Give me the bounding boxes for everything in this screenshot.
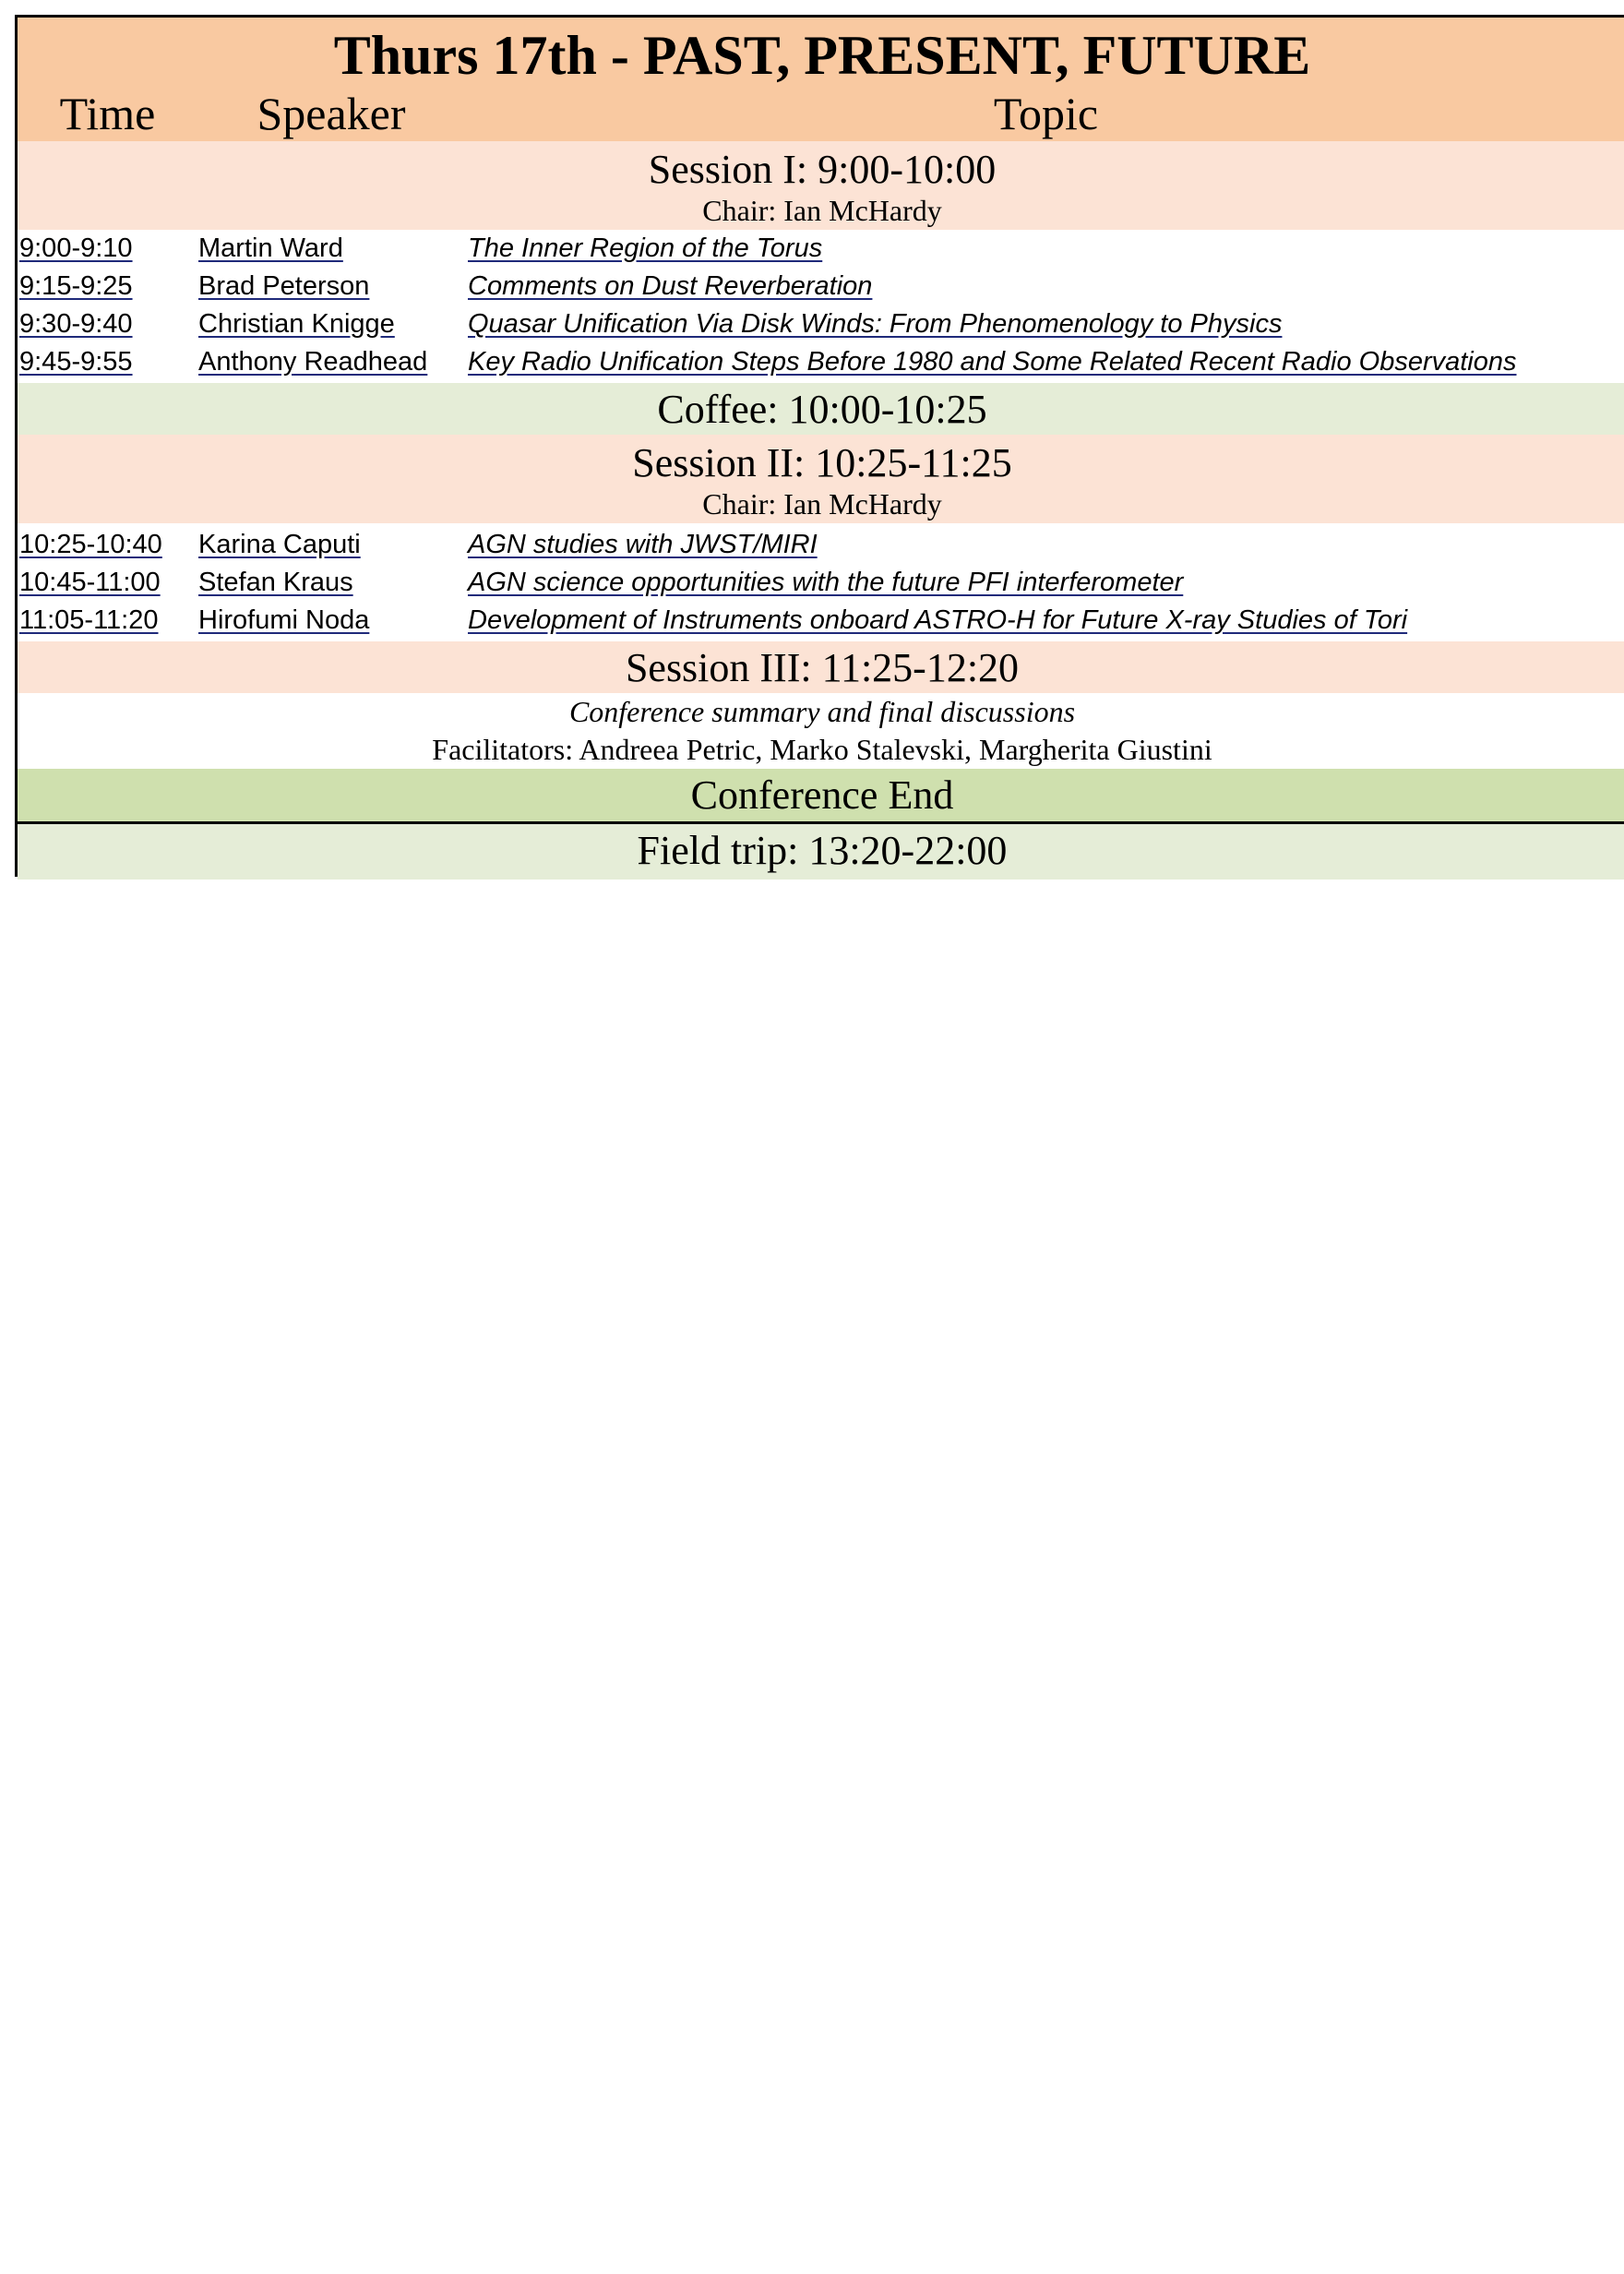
session-1-header — [18, 141, 1624, 230]
session-3-facilitators: Facilitators: Andreea Petric, Marko Stalevski, Margherita Giustini — [432, 733, 1212, 766]
session-1-title: Session I: 9:00-10:00 — [648, 147, 997, 192]
conference-end-label: Conference End — [690, 772, 954, 818]
table-row — [18, 526, 1624, 564]
session-1-chair: Chair: Ian McHardy — [702, 194, 942, 227]
coffee-break-label: Coffee: 10:00-10:25 — [657, 387, 987, 432]
column-header-time: Time — [59, 88, 156, 139]
talk-topic[interactable]: Quasar Unification Via Disk Winds: From Phenomenology to Physics — [468, 309, 1283, 339]
talk-topic[interactable]: AGN studies with JWST/MIRI — [468, 530, 818, 559]
talk-speaker[interactable]: Stefan Kraus — [198, 568, 353, 597]
talk-time[interactable]: 10:25-10:40 — [19, 530, 162, 559]
conference-end-row — [18, 769, 1624, 824]
talk-time[interactable]: 9:45-9:55 — [19, 347, 133, 377]
talk-time[interactable]: 11:05-11:20 — [19, 605, 159, 635]
talk-topic[interactable]: Comments on Dust Reverberation — [468, 271, 873, 301]
talk-topic[interactable]: Development of Instruments onboard ASTRO-H for Future X-ray Studies of Tori — [468, 605, 1408, 635]
talk-topic[interactable]: Key Radio Unification Steps Before 1980 and Some Related Recent Radio Observations — [468, 347, 1517, 377]
coffee-break-row — [18, 383, 1624, 435]
page-title: Thurs 17th - PAST, PRESENT, FUTURE — [333, 25, 1311, 86]
talk-time[interactable]: 9:15-9:25 — [19, 271, 133, 301]
talk-time[interactable]: 10:45-11:00 — [19, 568, 161, 597]
talk-topic[interactable]: AGN science opportunities with the future PFI interferometer — [468, 568, 1184, 597]
talk-speaker[interactable]: Hirofumi Noda — [198, 605, 370, 635]
session-3-header — [18, 641, 1624, 693]
talk-topic[interactable]: The Inner Region of the Torus — [468, 233, 823, 263]
talk-time[interactable]: 9:30-9:40 — [19, 309, 133, 339]
talk-speaker[interactable]: Christian Knigge — [198, 309, 395, 339]
session-3-content — [18, 693, 1624, 769]
table-row — [18, 268, 1624, 305]
session-3-topic: Conference summary and final discussions — [568, 695, 1076, 728]
talk-speaker[interactable]: Martin Ward — [198, 233, 343, 263]
talk-speaker[interactable]: Brad Peterson — [198, 271, 370, 301]
table-row — [18, 305, 1624, 343]
field-trip-label: Field trip: 13:20-22:00 — [637, 828, 1008, 873]
column-header-speaker: Speaker — [257, 88, 406, 139]
column-header-topic: Topic — [993, 88, 1099, 139]
table-row — [18, 564, 1624, 602]
title-header — [18, 18, 1624, 141]
table-row — [18, 343, 1624, 381]
session-3-title: Session III: 11:25-12:20 — [625, 645, 1020, 690]
talk-speaker[interactable]: Anthony Readhead — [198, 347, 428, 377]
schedule-table — [15, 15, 1624, 877]
session-2-title: Session II: 10:25-11:25 — [632, 440, 1012, 485]
field-trip-row — [18, 824, 1624, 880]
talk-speaker[interactable]: Karina Caputi — [198, 530, 361, 559]
table-row — [18, 602, 1624, 640]
session-2-chair: Chair: Ian McHardy — [702, 487, 942, 521]
table-row — [18, 230, 1624, 268]
session-2-header — [18, 435, 1624, 523]
talk-time[interactable]: 9:00-9:10 — [19, 233, 133, 263]
